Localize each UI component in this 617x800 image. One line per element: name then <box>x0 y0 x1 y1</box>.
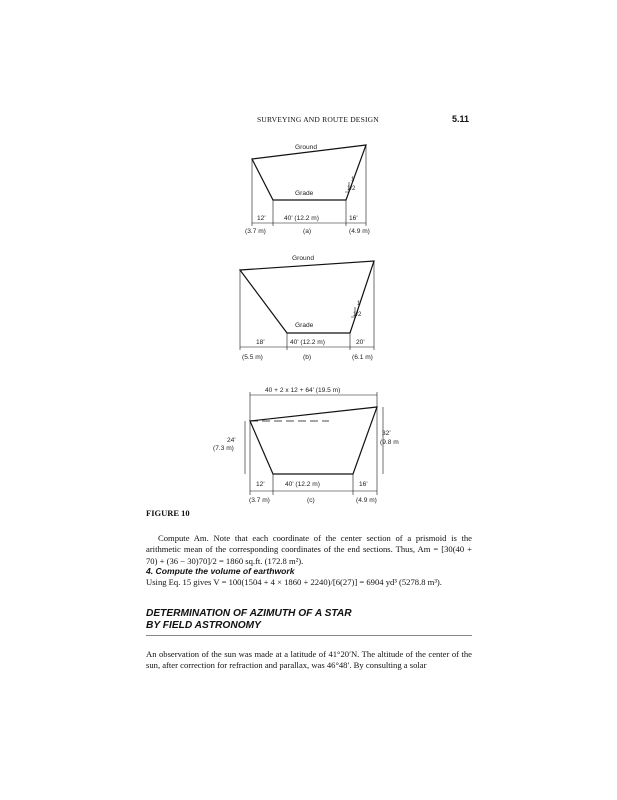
section-b-slope-half: 1/2 <box>353 312 362 318</box>
section-b-ground-label: Ground <box>292 255 314 262</box>
section-c-mid-dim: 40' (12.2 m) <box>285 481 320 488</box>
section-c-left-metric: (3.7 m) <box>249 497 270 504</box>
section-c-left-height: 24' <box>227 437 236 444</box>
section-c-right-height-metric: (9.8 m <box>380 439 399 446</box>
section-c-right-metric: (4.9 m) <box>356 497 377 504</box>
section-c-outline <box>250 407 377 474</box>
section-a-ground-label: Ground <box>295 144 317 151</box>
section-b-mid-dim: 40' (12.2 m) <box>290 339 325 346</box>
section-c-left-height-metric: (7.3 m) <box>213 445 234 452</box>
section-a-grade-label: Grade <box>295 190 314 197</box>
paragraph-observation: An observation of the sun was made at a latitude of 41°20′N. The altitude of the center of the sun, after correction for refraction and parallax, was 46°48′. By consulting a solar <box>146 649 472 671</box>
section-heading-line-1: DETERMINATION OF AZIMUTH OF A STAR <box>146 608 352 619</box>
step-4-heading: 4. Compute the volume of earthwork <box>146 566 295 576</box>
section-c-right-dim: 16' <box>359 481 368 488</box>
section-b-left-metric: (5.5 m) <box>242 354 263 361</box>
running-head: SURVEYING AND ROUTE DESIGN <box>257 115 379 124</box>
paragraph-compute-am: Compute Am. Note that each coordinate of the center section of a prismoid is the arithmetic mean of the corresponding coordinates of the end sections. Thus, Am = [30(40 + 70) + (36 − 30)70]/2 = 1860 sq.ft. (172.8 m²). <box>146 533 472 566</box>
section-b-left-dim: 18' <box>256 339 265 346</box>
page-number: 5.11 <box>452 114 470 124</box>
section-c-right-height: 32' <box>382 430 391 437</box>
section-c-top-dim: 40 + 2 x 12 + 64' (19.5 m) <box>265 387 341 394</box>
section-heading-line-2: BY FIELD ASTRONOMY <box>146 620 261 631</box>
section-a-left-dim: 12' <box>257 215 266 222</box>
figure-caption: FIGURE 10 <box>146 508 190 518</box>
section-a-left-metric: (3.7 m) <box>245 228 266 235</box>
section-c-left-dim: 12' <box>256 481 265 488</box>
section-b-grade-label: Grade <box>295 322 314 329</box>
section-a-tag: (a) <box>303 228 312 235</box>
section-b-right-dim: 20' <box>356 339 365 346</box>
section-a-slope-1: 1 <box>351 177 355 183</box>
section-a-right-dim: 16' <box>349 215 358 222</box>
section-b-right-metric: (6.1 m) <box>352 354 373 361</box>
section-b-slope-1: 1 <box>357 301 361 307</box>
section-heading <box>146 608 472 636</box>
section-c-tag: (c) <box>307 497 315 504</box>
figure-10 <box>213 137 405 507</box>
section-a-slope-half: 1/2 <box>347 186 356 192</box>
section-a-right-metric: (4.9 m) <box>349 228 370 235</box>
section-a-mid-dim: 40' (12.2 m) <box>284 215 319 222</box>
paragraph-volume: Using Eq. 15 gives V = 100(1504 + 4 × 1860 + 2240)/[6(27)] = 6904 yd³ (5278.8 m³). <box>146 577 442 587</box>
section-b-tag: (b) <box>303 354 312 361</box>
page-header <box>0 115 617 127</box>
cross-section-diagrams <box>213 137 405 507</box>
